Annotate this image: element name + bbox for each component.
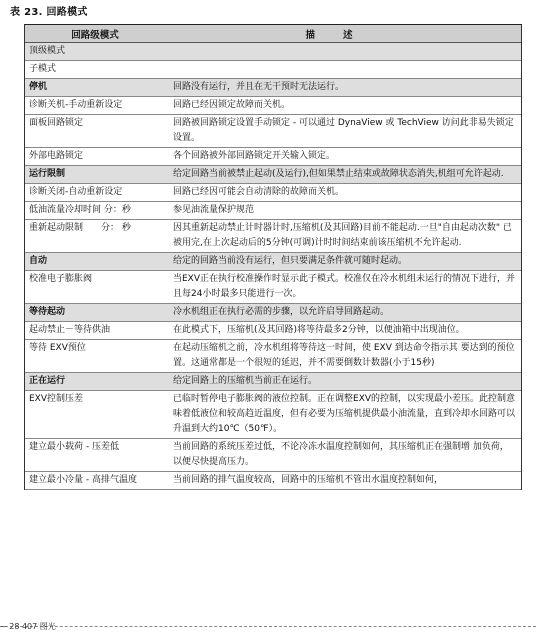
description-cell: 参见油流量保护规范 xyxy=(173,205,255,215)
description-cell: 给定回路当前被禁止起动(及运行),但如果禁止结束或故障状态消失,机组可允许起动. xyxy=(173,169,504,179)
mode-cell: 诊断关闭-自动重新设定 xyxy=(29,187,123,197)
table-row xyxy=(25,322,521,340)
mode-cell: 等待起动 xyxy=(29,307,66,317)
description-cell: 当前回路的系统压差过低，不论冷冻水温度控制如何，其压缩机正在强制增 加负荷，以便尽快提高压力。 xyxy=(173,442,509,467)
description-cell: 当EXV正在执行校准操作时显示此子模式。校准仅在冷水机组未运行的情况下进行，并且每24小时最多只能进行一次。 xyxy=(173,274,516,299)
mode-cell: 诊断关机-手动重新设定 xyxy=(29,100,123,110)
mode-cell: 面板回路锁定 xyxy=(29,118,84,128)
description-cell: 给定的回路当前没有运行，但只要满足条件就可随时起动。 xyxy=(173,256,408,266)
description-cell: 在起动压缩机之前，冷水机组将等待这一时间，使 EXV 到达命令指示其 要达到的预位置。这通常都是一个很短的延迟，并不需要倒数计数器(小于15秒) xyxy=(173,343,515,368)
mode-cell: 起动禁止－等待供油 xyxy=(29,325,111,335)
table-row xyxy=(25,79,521,97)
page-footer-text: ~ 28 407 图光 xyxy=(0,622,56,631)
mode-cell: 低油流量冷却时间 分：秒 xyxy=(29,205,131,215)
table-row xyxy=(25,340,521,373)
page-cut-line xyxy=(0,626,536,627)
description-cell: 回路已经因可能会自动清除的故障而关机。 xyxy=(173,187,345,197)
mode-cell: 顶级模式 xyxy=(29,46,66,56)
table-row xyxy=(25,97,521,115)
description-cell: 在此模式下，压缩机(及其回路)将等待最多2分钟，以便油箱中出现油位。 xyxy=(173,325,465,335)
header-mode: 回路级模式 xyxy=(71,29,119,41)
description-cell: 当前回路的排气温度较高，回路中的压缩机不管出水温度控制如何， xyxy=(173,475,444,485)
description-cell: 冷水机组正在执行必需的步骤，以允许启导回路起动。 xyxy=(173,307,390,317)
table-row xyxy=(25,304,521,322)
header-description: 描述 xyxy=(305,29,381,41)
loop-mode-table xyxy=(24,24,522,490)
table-row xyxy=(25,115,521,148)
mode-cell: 子模式 xyxy=(29,64,57,74)
table-row xyxy=(25,220,521,253)
mode-cell: 停机 xyxy=(29,82,48,92)
table-row xyxy=(25,61,521,79)
table-row xyxy=(25,373,521,391)
table-row xyxy=(25,202,521,220)
table-row xyxy=(25,253,521,271)
description-cell: 已临时暂停电子膨胀阀的液位控制。正在调整EXV的控制，以实现最小差压。此控制意味着低液位和较高趋近温度，但有必要为压缩机提供最小油流量，直到冷却水回路可以升温到大约10℃（50℉）。 xyxy=(173,394,516,434)
description-cell: 各个回路被外部回路锁定开关输入锁定。 xyxy=(173,151,336,161)
table-row xyxy=(25,43,521,61)
mode-cell: 建立最小冷量 - 高排气温度 xyxy=(29,475,137,485)
mode-cell: 外部电路锁定 xyxy=(29,151,84,161)
description-cell: 给定回路上的压缩机当前正在运行。 xyxy=(173,376,318,386)
mode-cell: 重新起动限制 分： 秒 xyxy=(29,223,131,233)
table-row xyxy=(25,391,521,439)
description-cell: 回路被回路锁定设置手动锁定 - 可以通过 DynaView 或 TechView 访问此非易失锁定设置。 xyxy=(173,118,514,143)
table-row xyxy=(25,439,521,472)
table-row xyxy=(25,184,521,202)
description-cell: 回路没有运行，并且在无干预时无法运行。 xyxy=(173,82,345,92)
mode-cell: 建立最小载荷 - 压差低 xyxy=(29,442,119,452)
mode-cell: 运行限制 xyxy=(29,169,66,179)
table-row xyxy=(25,472,521,490)
table-caption: 表 23. 回路模式 xyxy=(10,7,88,18)
table-header xyxy=(25,25,521,43)
mode-cell: 正在运行 xyxy=(29,376,66,386)
mode-cell: 校准电子膨胀阀 xyxy=(29,274,93,284)
table-row xyxy=(25,271,521,304)
description-cell: 因其重新起动禁止计时器计时,压缩机(及其回路)目前不能起动.一旦"自由起动次数" 已被用完,在上次起动后的5分钟(可调)计时时间结束前该压缩机不允许起动. xyxy=(173,223,512,248)
description-cell: 回路已经因锁定故障而关机。 xyxy=(173,100,291,110)
table-row xyxy=(25,148,521,166)
table-body xyxy=(25,43,521,490)
mode-cell: EXV控制压差 xyxy=(29,394,84,404)
mode-cell: 等待 EXV预位 xyxy=(29,343,86,353)
table-row xyxy=(25,166,521,184)
mode-cell: 自动 xyxy=(29,256,48,266)
